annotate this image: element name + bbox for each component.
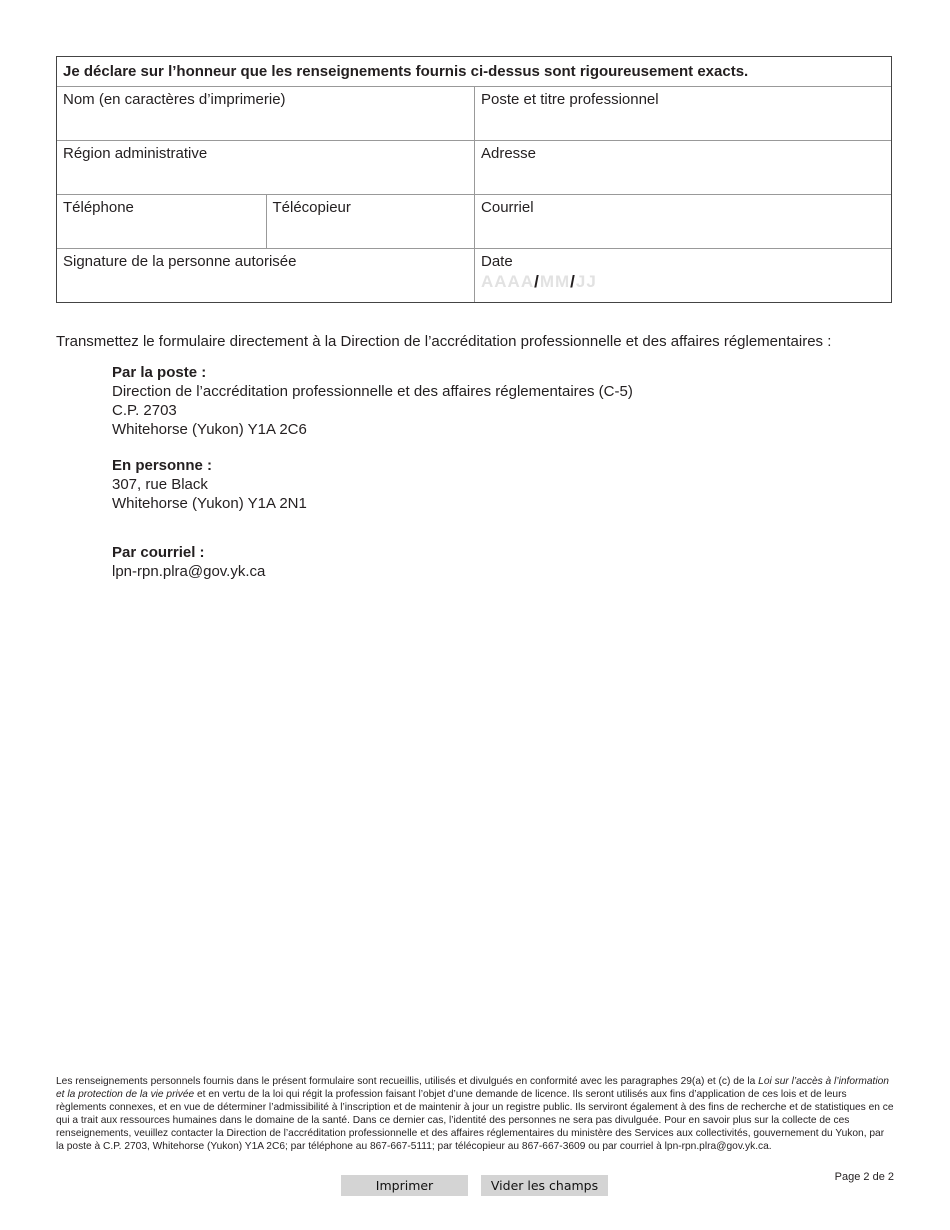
date-separator: / <box>570 272 576 291</box>
email-label: Courriel <box>481 199 534 216</box>
declaration-title: Je déclare sur l’honneur que les renseignements fournis ci-dessus sont rigoureusement exacts. <box>63 63 749 80</box>
mail-line: Direction de l’accréditation professionnelle et des affaires réglementaires (C-5) <box>112 383 633 400</box>
phone-label: Téléphone <box>63 199 134 216</box>
privacy-notice <box>56 1075 894 1153</box>
fax-label: Télécopieur <box>272 199 351 216</box>
in-person-heading: En personne : <box>112 457 213 474</box>
privacy-text: Les renseignements personnels fournis dans le présent formulaire sont recueillis, utilisés et divulgués en conformité avec les paragraphes 29(a) et (c) de la <box>56 1076 759 1087</box>
date-field <box>474 249 891 302</box>
date-label: Date <box>481 253 513 270</box>
signature-label: Signature de la personne autorisée <box>63 253 297 270</box>
position-label: Poste et titre professionnel <box>481 91 659 108</box>
date-day-placeholder: JJ <box>575 272 597 291</box>
date-separator: / <box>534 272 540 291</box>
phone-field[interactable] <box>57 195 266 248</box>
mail-line: Whitehorse (Yukon) Y1A 2C6 <box>112 421 307 438</box>
name-field[interactable] <box>57 87 474 140</box>
name-label: Nom (en caractères d’imprimerie) <box>63 91 286 108</box>
declaration-table <box>56 56 892 303</box>
in-person-address-block <box>112 456 307 513</box>
email-heading: Par courriel : <box>112 544 205 561</box>
clear-fields-button[interactable]: Vider les champs <box>481 1175 608 1196</box>
date-year-placeholder: AAAA <box>481 272 535 291</box>
fax-field[interactable] <box>266 195 475 248</box>
date-input[interactable] <box>481 273 885 290</box>
email-contact-block <box>112 543 265 581</box>
region-field[interactable] <box>57 141 474 194</box>
mail-line: C.P. 2703 <box>112 402 177 419</box>
address-label: Adresse <box>481 145 537 162</box>
position-field[interactable] <box>474 87 891 140</box>
in-person-line: 307, rue Black <box>112 476 208 493</box>
signature-field[interactable] <box>57 249 474 302</box>
contact-email: lpn-rpn.plra@gov.yk.ca <box>112 563 266 580</box>
mail-address-block <box>112 363 633 439</box>
privacy-law-title: Loi sur l’accès à l’information et la protection de la vie privée <box>56 1076 889 1100</box>
date-month-placeholder: MM <box>539 272 571 291</box>
privacy-text: et en vertu de la loi qui régit la profession faisant l’objet d’une demande de licence. Ils seront utilisés aux fins d’application de ces lois et de leurs règlements connexes, et en vue de déterminer l’admissibilité à l’inscription et de maintenir à jour un registre public. Ils serviront également à des fins de recherche et de statistiques en ce qui a trait aux ressources humaines dans le domaine de la santé. Dans ce dernier cas, l’identité des personnes ne sera pas divulguée. Pour en savoir plus sur la collecte de ces renseignements, veuillez contacter la Direction de l’accréditation professionnelle et des affaires réglementaires du ministère des Services aux collectivités, gouvernement du Yukon, par la poste à C.P. 2703, Whitehorse (Yukon) Y1A 2C6; par téléphone au 867-667-5111; par télécopieur au 867-667-3609 ou par courriel à lpn-rpn.plra@gov.yk.ca. <box>56 1089 894 1152</box>
print-button[interactable]: Imprimer <box>341 1175 468 1196</box>
submission-instructions: Transmettez le formulaire directement à la Direction de l’accréditation professionnelle et des affaires réglementaires : <box>56 333 832 350</box>
page-number: Page 2 de 2 <box>834 1171 894 1183</box>
in-person-line: Whitehorse (Yukon) Y1A 2N1 <box>112 495 307 512</box>
email-field[interactable] <box>474 195 891 248</box>
mail-heading: Par la poste : <box>112 364 207 381</box>
address-field[interactable] <box>474 141 891 194</box>
region-label: Région administrative <box>63 145 208 162</box>
